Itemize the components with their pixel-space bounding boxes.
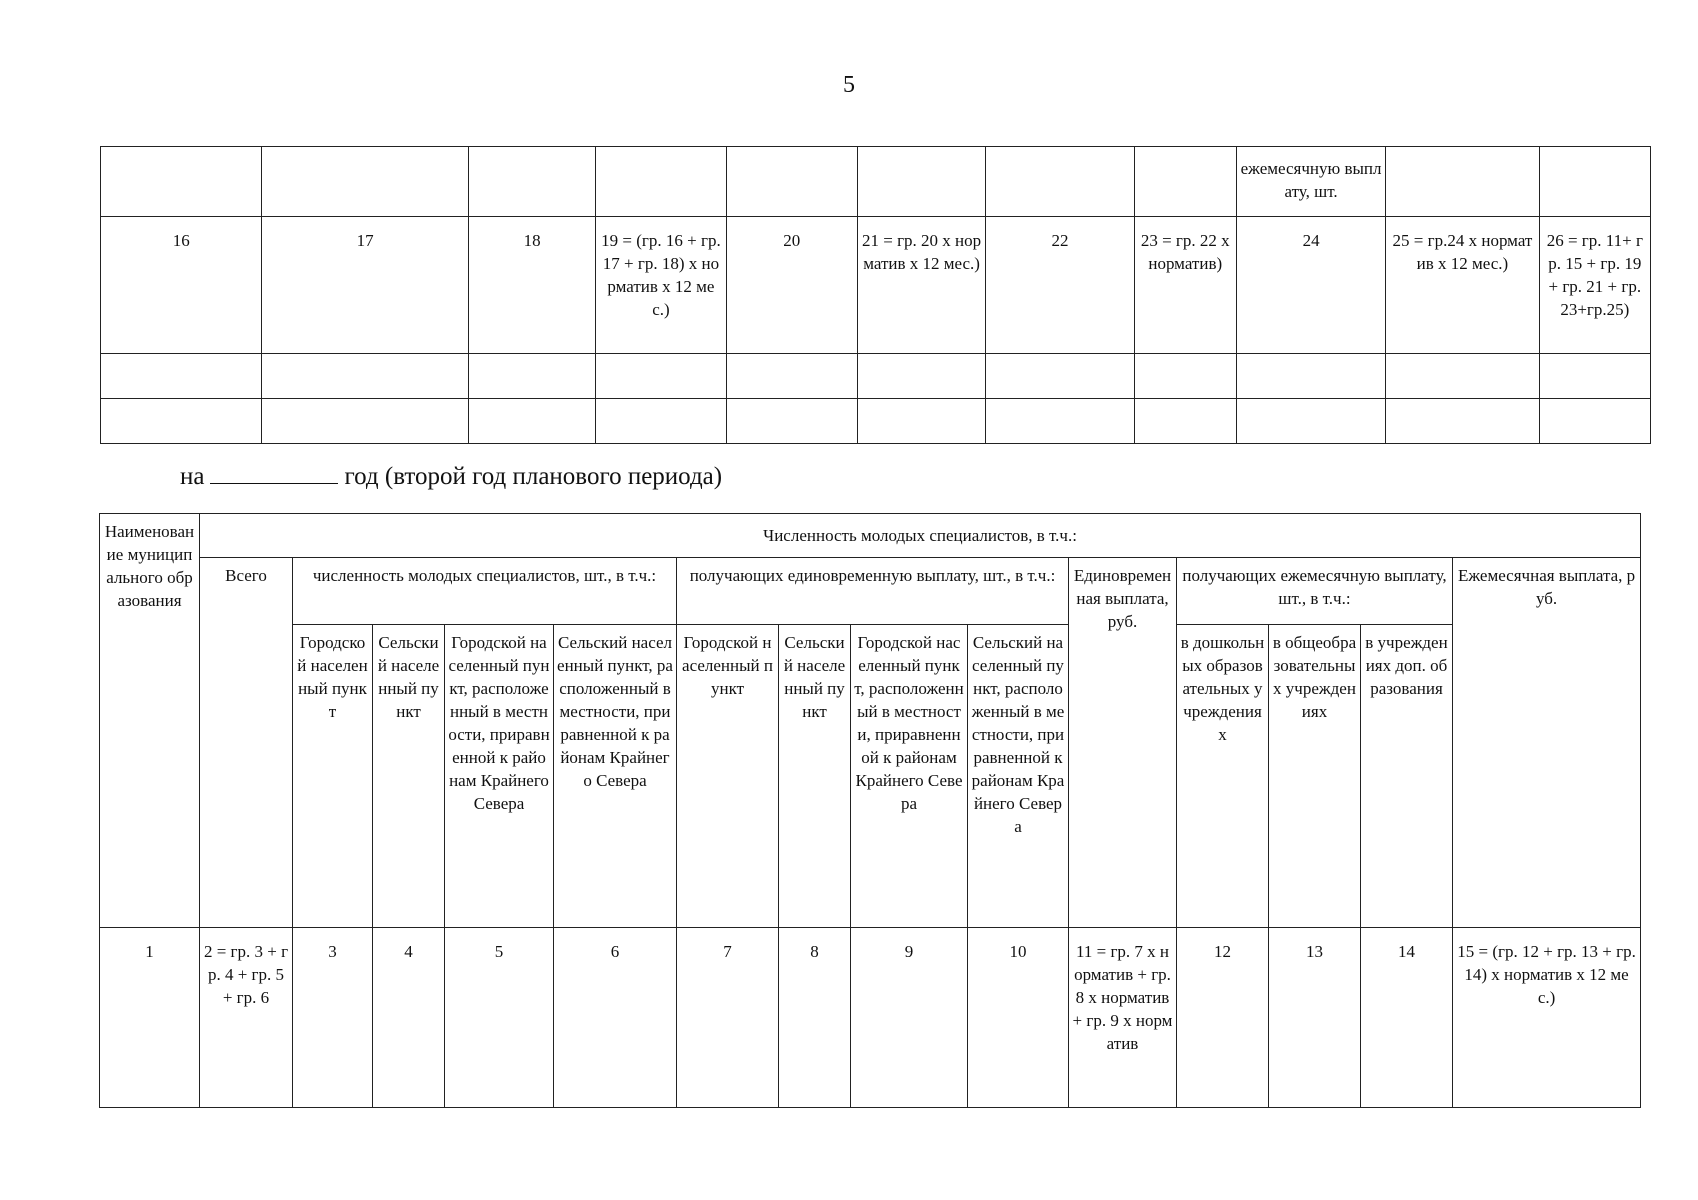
empty-cell <box>1236 399 1385 444</box>
empty-cell <box>262 354 469 399</box>
column-number-cell: 12 <box>1177 928 1269 1108</box>
column-number-cell: 5 <box>445 928 554 1108</box>
header-cell <box>986 147 1134 217</box>
bottom-table-column-numbers-row <box>100 928 1641 1108</box>
lump-subheader: Городской населенный пункт <box>677 625 779 928</box>
column-number-cell: 9 <box>851 928 968 1108</box>
column-number-cell: 16 <box>101 217 262 354</box>
monthly-subheader: в общеобразовательных учреждениях <box>1269 625 1361 928</box>
monthly-group-header: получающих ежемесячную выплату, шт., в т.ч.: <box>1177 558 1453 625</box>
group-header: Численность молодых специалистов, в т.ч.: <box>200 514 1641 558</box>
empty-cell <box>101 399 262 444</box>
lump-subheader: Сельский населенный пункт <box>779 625 851 928</box>
lump-payment-header: Единовременная выплата, руб. <box>1069 558 1177 928</box>
bottom-table-group-row <box>100 514 1641 558</box>
top-table-empty-row <box>101 399 1651 444</box>
empty-cell <box>1386 399 1539 444</box>
column-number-cell: 17 <box>262 217 469 354</box>
empty-cell <box>726 399 857 444</box>
column-number-cell: 8 <box>779 928 851 1108</box>
top-table-header-row <box>101 147 1651 217</box>
top-table-empty-row <box>101 354 1651 399</box>
column-number-cell: 10 <box>968 928 1069 1108</box>
monthly-subheader: в дошкольных образовательных учреждениях <box>1177 625 1269 928</box>
empty-cell <box>1134 354 1236 399</box>
header-cell <box>1386 147 1539 217</box>
count-subheader: Сельский населенный пункт, расположенный в местности, приравненной к районам Крайнего Севера <box>554 625 677 928</box>
empty-cell <box>262 399 469 444</box>
empty-cell <box>857 354 985 399</box>
page-number: 5 <box>843 72 855 98</box>
empty-cell <box>1134 399 1236 444</box>
empty-cell <box>596 354 726 399</box>
column-number-cell: 4 <box>373 928 445 1108</box>
column-number-cell: 26 = гр. 11+ гр. 15 + гр. 19 + гр. 21 + гр. 23+гр.25) <box>1539 217 1650 354</box>
column-number-cell: 1 <box>100 928 200 1108</box>
header-cell <box>101 147 262 217</box>
header-cell <box>596 147 726 217</box>
column-number-cell: 22 <box>986 217 1134 354</box>
column-number-cell: 24 <box>1236 217 1385 354</box>
empty-cell <box>986 354 1134 399</box>
year-blank-line <box>210 461 338 484</box>
header-cell <box>468 147 595 217</box>
empty-cell <box>1236 354 1385 399</box>
count-subheader: Городской населенный пункт, расположенный в местности, приравненной к районам Крайнего Севера <box>445 625 554 928</box>
top-table-column-numbers-row <box>101 217 1651 354</box>
total-header: Всего <box>200 558 293 928</box>
column-number-cell: 23 = гр. 22 х норматив) <box>1134 217 1236 354</box>
subtitle-suffix: год (второй год планового периода) <box>344 463 723 490</box>
column-number-cell: 25 = гр.24 х норматив х 12 мес.) <box>1386 217 1539 354</box>
column-number-cell: 2 = гр. 3 + гр. 4 + гр. 5 + гр. 6 <box>200 928 293 1108</box>
lump-subheader: Сельский населенный пункт, расположенный в местности, приравненной к районам Крайнего Севера <box>968 625 1069 928</box>
header-cell <box>857 147 985 217</box>
subtitle-prefix: на <box>180 463 205 490</box>
column-number-cell: 7 <box>677 928 779 1108</box>
monthly-subheader: в учреждениях доп. образования <box>1361 625 1453 928</box>
column-number-cell: 6 <box>554 928 677 1108</box>
column-number-cell: 21 = гр. 20 х норматив х 12 мес.) <box>857 217 985 354</box>
empty-cell <box>468 354 595 399</box>
column-number-cell: 3 <box>293 928 373 1108</box>
column-number-cell: 13 <box>1269 928 1361 1108</box>
empty-cell <box>596 399 726 444</box>
column-number-cell: 11 = гр. 7 х норматив + гр. 8 х норматив + гр. 9 х норматив <box>1069 928 1177 1108</box>
column-number-cell: 15 = (гр. 12 + гр. 13 + гр. 14) х норматив х 12 мес.) <box>1453 928 1641 1108</box>
empty-cell <box>468 399 595 444</box>
bottom-table <box>99 513 1641 1108</box>
bottom-table-section-row <box>100 558 1641 625</box>
header-cell <box>262 147 469 217</box>
header-cell <box>726 147 857 217</box>
empty-cell <box>726 354 857 399</box>
empty-cell <box>1539 399 1650 444</box>
header-cell <box>1134 147 1236 217</box>
municipality-header: Наименование муниципального образования <box>100 514 200 928</box>
monthly-payment-header: Ежемесячная выплата, руб. <box>1453 558 1641 928</box>
empty-cell <box>986 399 1134 444</box>
bottom-table-subheader-row <box>100 625 1641 928</box>
lump-group-header: получающих единовременную выплату, шт., в т.ч.: <box>677 558 1069 625</box>
section-subtitle <box>180 461 722 491</box>
column-number-cell: 20 <box>726 217 857 354</box>
empty-cell <box>857 399 985 444</box>
count-subheader: Сельский населенный пункт <box>373 625 445 928</box>
count-group-header: численность молодых специалистов, шт., в т.ч.: <box>293 558 677 625</box>
column-number-cell: 19 = (гр. 16 + гр. 17 + гр. 18) х норматив х 12 мес.) <box>596 217 726 354</box>
column-number-cell: 14 <box>1361 928 1453 1108</box>
top-table <box>100 146 1651 444</box>
empty-cell <box>1386 354 1539 399</box>
count-subheader: Городской населенный пункт <box>293 625 373 928</box>
empty-cell <box>1539 354 1650 399</box>
lump-subheader: Городской населенный пункт, расположенный в местности, приравненной к районам Крайнего Севера <box>851 625 968 928</box>
header-cell-monthly: ежемесячную выплату, шт. <box>1236 147 1385 217</box>
column-number-cell: 18 <box>468 217 595 354</box>
empty-cell <box>101 354 262 399</box>
header-cell <box>1539 147 1650 217</box>
